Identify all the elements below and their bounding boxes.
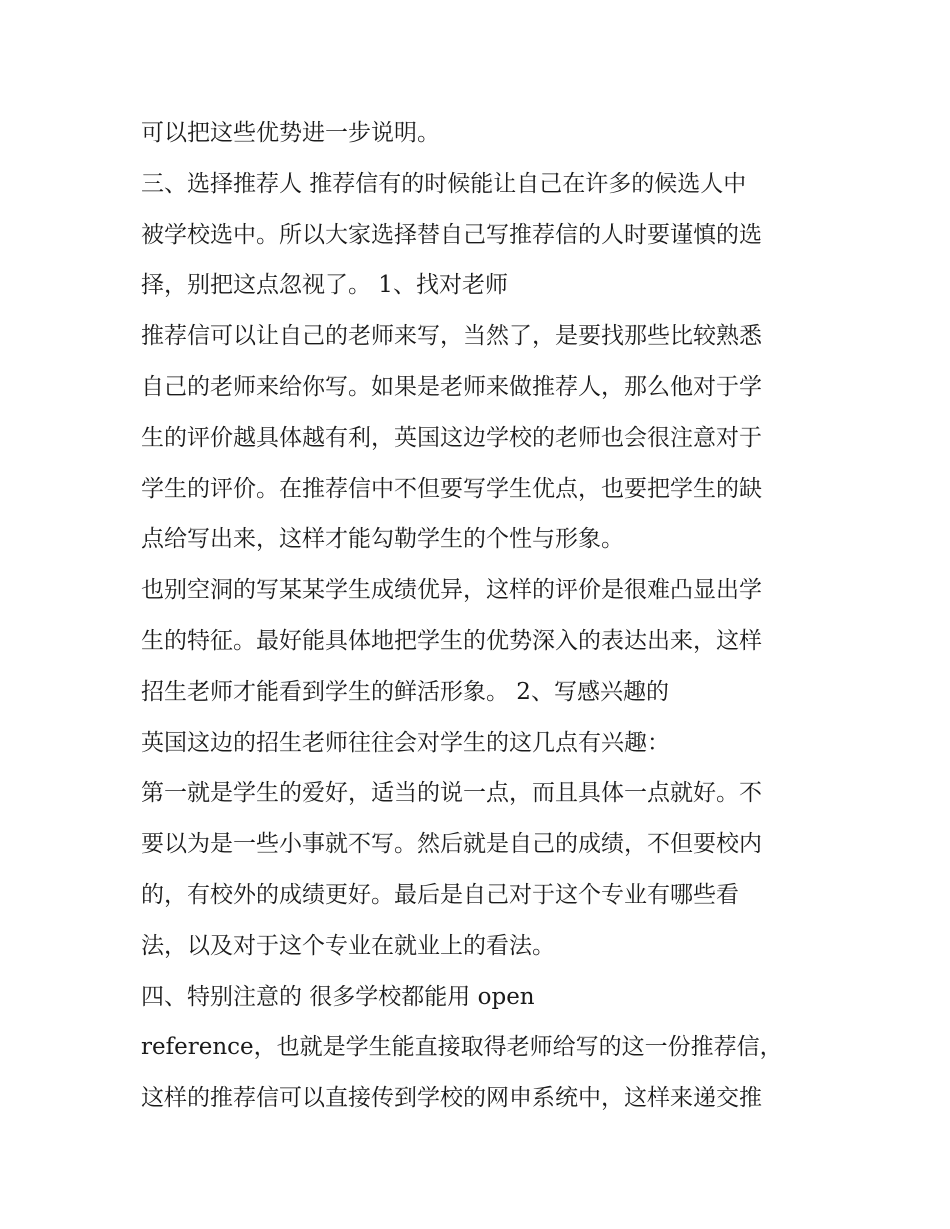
text-line: 要以为是一些小事就不写。然后就是自己的成绩，不但要校内 <box>141 831 762 858</box>
text-line: 英国这边的招生老师往往会对学生的这几点有兴趣： <box>141 729 670 756</box>
text-line: 这样的推荐信可以直接传到学校的网申系统中，这样来递交推 <box>141 1085 762 1112</box>
text-line: 学生的评价。在推荐信中不但要写学生优点，也要把学生的缺 <box>141 475 762 502</box>
text-line: reference，也就是学生能直接取得老师给写的这一份推荐信， <box>141 1034 783 1061</box>
text-line: 择，别把这点忽视了。 1、找对老师 <box>141 272 508 299</box>
text-line: 三、选择推荐人 推荐信有的时候能让自己在许多的候选人中 <box>141 170 747 197</box>
text-line: 生的特征。最好能具体地把学生的优势深入的表达出来，这样 <box>141 627 762 654</box>
text-line: 可以把这些优势进一步说明。 <box>141 120 440 146</box>
text-line: 被学校选中。所以大家选择替自己写推荐信的人时要谨慎的选 <box>141 221 762 248</box>
text-line: 自己的老师来给你写。如果是老师来做推荐人，那么他对于学 <box>141 373 762 400</box>
document-body <box>141 108 821 1124</box>
text-line: 的，有校外的成绩更好。最后是自己对于这个专业有哪些看 <box>141 881 739 908</box>
text-line: 法，以及对于这个专业在就业上的看法。 <box>141 932 555 959</box>
text-line: 点给写出来，这样才能勾勒学生的个性与形象。 <box>141 526 624 553</box>
text-line: 也别空洞的写某某学生成绩优异，这样的评价是很难凸显出学 <box>141 577 762 604</box>
text-line: 第一就是学生的爱好，适当的说一点，而且具体一点就好。不 <box>141 780 762 807</box>
text-line: 推荐信可以让自己的老师来写，当然了，是要找那些比较熟悉 <box>141 323 762 350</box>
text-line: 招生老师才能看到学生的鲜活形象。 2、写感兴趣的 <box>141 678 669 705</box>
text-line: 生的评价越具体越有利，英国这边学校的老师也会很注意对于 <box>141 424 762 451</box>
text-line: 四、特别注意的 很多学校都能用 open <box>141 983 535 1010</box>
